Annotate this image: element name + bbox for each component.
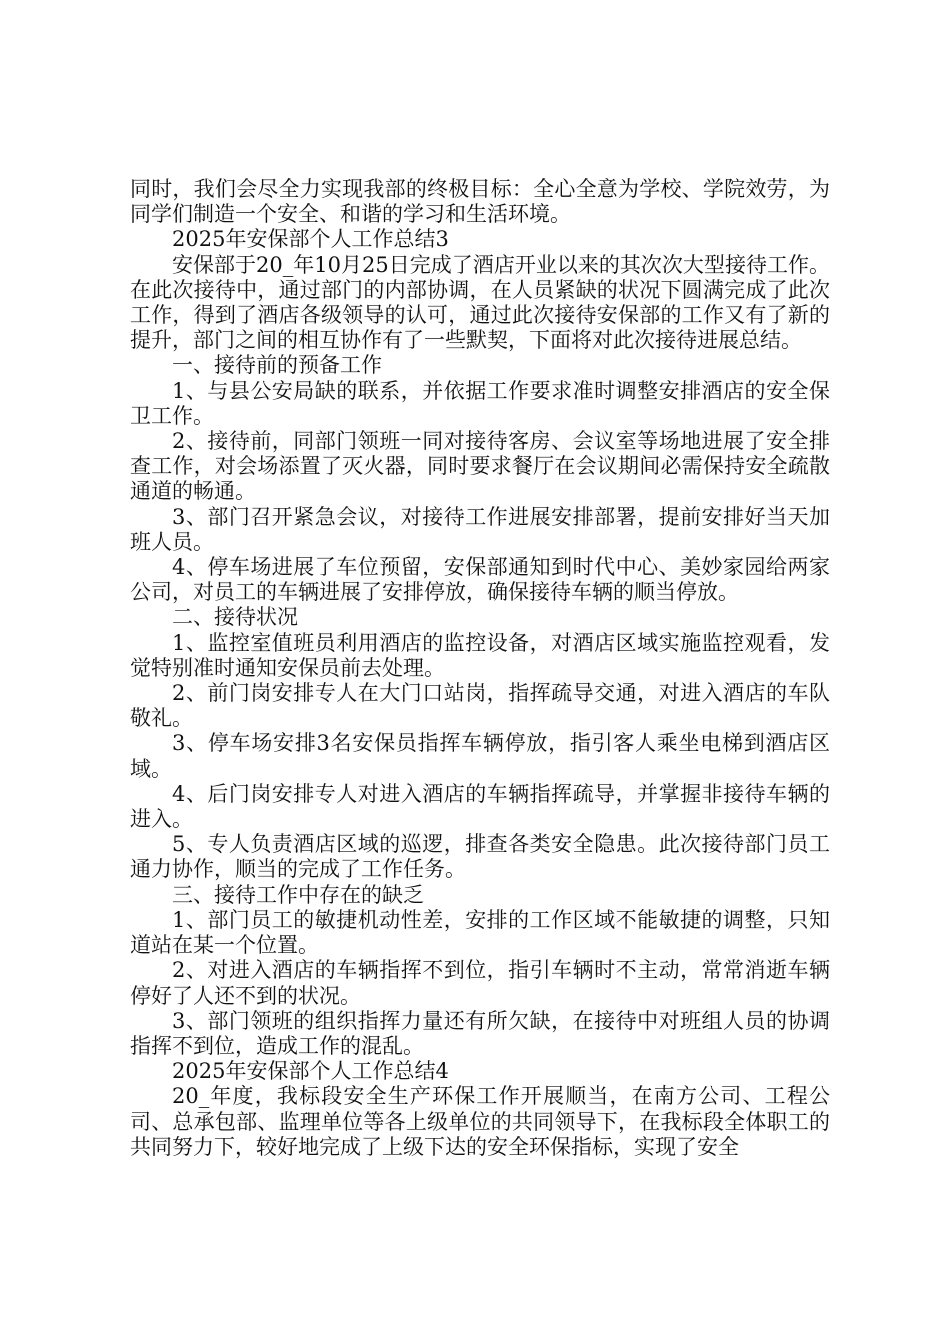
- paragraph-status-item-2: 2、前门岗安排专人在大门口站岗，指挥疏导交通，对进入酒店的车队敬礼。: [130, 681, 830, 731]
- paragraph-prep-item-2: 2、接待前，同部门领班一同对接待客房、会议室等场地进展了安全排查工作，对会场添置了灭火器，同时要求餐厅在会议期间必需保持安全疏散通道的畅通。: [130, 429, 830, 504]
- paragraph-shortcoming-item-1: 1、部门员工的敏捷机动性差，安排的工作区域不能敏捷的调整，只知道站在某一个位置。: [130, 907, 830, 958]
- paragraph-prep-item-3: 3、部门召开紧急会议，对接待工作进展安排部署，提前安排好当天加班人员。: [130, 504, 830, 554]
- section-heading-summary-3: 2025年安保部个人工作总结3: [172, 227, 449, 252]
- paragraph-prep-item-4: 4、停车场进展了车位预留，安保部通知到时代中心、美妙家园给两家公司，对员工的车辆进展了安排停放，确保接待车辆的顺当停放。: [130, 555, 830, 605]
- paragraph-status-item-3: 3、停车场安排3名安保员指挥车辆停放，指引客人乘坐电梯到酒店区域。: [130, 731, 830, 781]
- paragraph-status-item-1: 1、监控室值班员利用酒店的监控设备，对酒店区域实施监控观看，发觉特别准时通知安保员前去处理。: [130, 630, 830, 680]
- paragraph-annual-safety: 20_年度，我标段安全生产环保工作开展顺当，在南方公司、工程公司、总承包部、监理单位等各上级单位的共同领导下，在我标段全体职工的共同努力下，较好地完成了上级下达的安全环保指标，实现了安全: [130, 1084, 830, 1159]
- document-body: [130, 177, 830, 1160]
- paragraph-shortcoming-item-3: 3、部门领班的组织指挥力量还有所欠缺，在接待中对班组人员的协调指挥不到位，造成工作的混乱。: [130, 1008, 830, 1058]
- paragraph-closing-goal: 同时，我们会尽全力实现我部的终极目标：全心全意为学校、学院效劳，为同学们制造一个安全、和谐的学习和生活环境。: [130, 177, 830, 227]
- paragraph-prep-item-1: 1、与县公安局缺的联系，并依据工作要求准时调整安排酒店的安全保卫工作。: [130, 378, 830, 428]
- paragraph-intro-reception: 安保部于20_年10月25日完成了酒店开业以来的其次次大型接待工作。在此次接待中，通过部门的内部协调，在人员紧缺的状况下圆满完成了此次工作，得到了酒店各级领导的认可，通过此次接待安保部的工作又有了新的提升，部门之间的相互协作有了一些默契，下面将对此次接待进展总结。: [130, 252, 830, 353]
- paragraph-status-item-4: 4、后门岗安排专人对进入酒店的车辆指挥疏导，并掌握非接待车辆的进入。: [130, 781, 830, 832]
- section-heading-summary-4: 2025年安保部个人工作总结4: [172, 1059, 449, 1084]
- paragraph-shortcoming-item-2: 2、对进入酒店的车辆指挥不到位，指引车辆时不主动，常常消逝车辆停好了人还不到的状况。: [130, 958, 830, 1008]
- paragraph-status-item-5: 5、专人负责酒店区域的巡逻，排查各类安全隐患。此次接待部门员工通力协作，顺当的完成了工作任务。: [130, 832, 830, 882]
- subheading-shortcomings: 三、接待工作中存在的缺乏: [172, 882, 424, 907]
- subheading-reception-status: 二、接待状况: [172, 605, 298, 630]
- subheading-preparation: 一、接待前的预备工作: [172, 353, 382, 378]
